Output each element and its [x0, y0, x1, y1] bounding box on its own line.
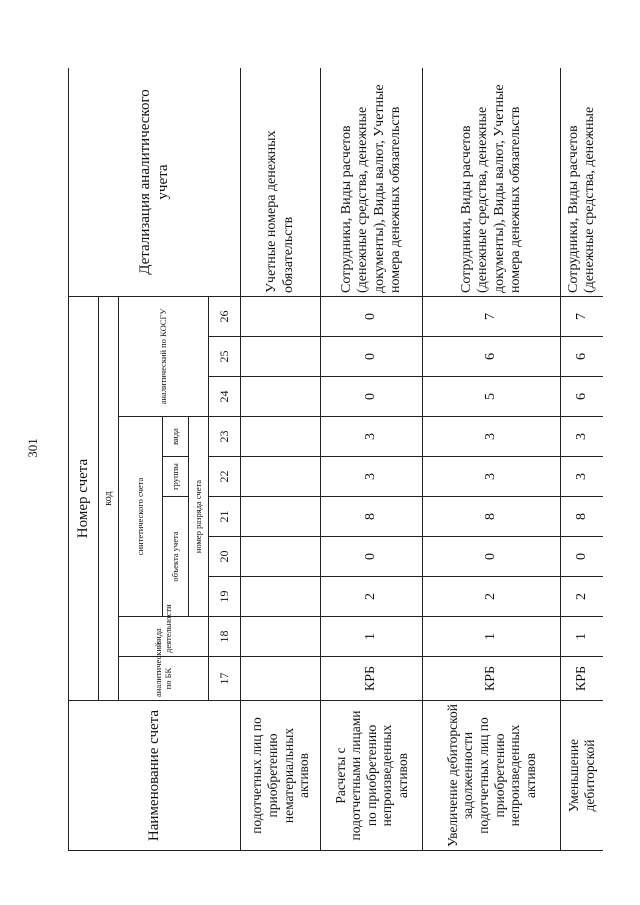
row-cell: 0 [321, 377, 423, 417]
row-cell [241, 457, 321, 497]
row-cell: 0 [321, 297, 423, 337]
row-cell: 3 [321, 457, 423, 497]
row-cell: 3 [423, 417, 561, 457]
row-cell: 8 [561, 497, 604, 537]
row-cell: 2 [561, 577, 604, 617]
row-cell: 0 [321, 337, 423, 377]
row-cell: 1 [423, 617, 561, 657]
digit-22: 22 [209, 457, 241, 497]
row-name: Увеличение дебиторской задолженности подотчетных лиц по приобретению непроизведенных активов [423, 701, 561, 851]
header-code: код [99, 297, 119, 701]
row-detail: Учетные номера денежных обязательств [241, 68, 321, 297]
header-group: группы [163, 457, 189, 497]
row-cell [241, 297, 321, 337]
digit-19: 19 [209, 577, 241, 617]
digit-24: 24 [209, 377, 241, 417]
digit-20: 20 [209, 537, 241, 577]
row-cell [241, 377, 321, 417]
row-cell: 3 [423, 457, 561, 497]
header-account-name: Наименование счета [69, 701, 241, 851]
table-row [561, 68, 604, 851]
digit-23: 23 [209, 417, 241, 457]
digit-26: 26 [209, 297, 241, 337]
row-cell [241, 337, 321, 377]
header-kosgu: аналитический по КОСГУ [119, 297, 209, 417]
table-row [241, 68, 321, 851]
header-activity: вида деятельности [119, 617, 209, 657]
row-name: Расчеты с подотчетными лицами по приобретению непроизведенных активов [321, 701, 423, 851]
row-cell: 2 [423, 577, 561, 617]
row-cell: 0 [561, 537, 604, 577]
digit-25: 25 [209, 337, 241, 377]
row-cell: 1 [561, 617, 604, 657]
row-cell: КРБ [321, 657, 423, 701]
row-cell: 0 [423, 537, 561, 577]
row-cell: 5 [423, 377, 561, 417]
row-cell [241, 657, 321, 701]
row-cell: 1 [321, 617, 423, 657]
header-synthetic: синтетического счета [119, 417, 163, 617]
row-detail: Сотрудники, Виды расчетов (денежные средства, денежные документы), Виды валют, Учетные номера денежных обязательств [423, 68, 561, 297]
row-cell: 6 [561, 377, 604, 417]
row-cell: 7 [423, 297, 561, 337]
row-cell: 3 [561, 417, 604, 457]
header-analytic-detail: Детализация аналитического учета [69, 68, 241, 297]
row-cell [241, 617, 321, 657]
table-row [321, 68, 423, 851]
accounts-table [68, 68, 603, 851]
row-cell: 2 [321, 577, 423, 617]
row-cell: 0 [321, 537, 423, 577]
digit-18: 18 [209, 617, 241, 657]
row-cell: 3 [561, 457, 604, 497]
digit-17: 17 [209, 657, 241, 701]
header-bk: аналитический по БК [119, 657, 209, 701]
row-cell: 8 [423, 497, 561, 537]
row-cell: 6 [423, 337, 561, 377]
header-kind: вида [163, 417, 189, 457]
row-cell: 7 [561, 297, 604, 337]
row-cell [241, 417, 321, 457]
row-name: Уменьшение дебиторской [561, 701, 604, 851]
row-detail: Сотрудники, Виды расчетов (денежные средства, денежные документы), Виды валют, Учетные номера денежных обязательств [321, 68, 423, 297]
page-number: 301 [25, 438, 40, 458]
row-cell: 6 [561, 337, 604, 377]
digit-21: 21 [209, 497, 241, 537]
row-cell [241, 537, 321, 577]
row-cell: 3 [321, 417, 423, 457]
row-detail: Сотрудники, Виды расчетов (денежные средства, денежные [561, 68, 604, 297]
row-cell [241, 497, 321, 537]
row-cell [241, 577, 321, 617]
row-cell: КРБ [423, 657, 561, 701]
row-cell: 8 [321, 497, 423, 537]
header-account-number: Номер счета [69, 297, 99, 701]
row-cell: КРБ [561, 657, 604, 701]
table-row [423, 68, 561, 851]
table-sheet [68, 68, 603, 851]
row-name: подотчетных лиц по приобретению нематериальных активов [241, 701, 321, 851]
header-digit-number: номер разряда счета [189, 417, 209, 617]
header-object: объекта учета [163, 497, 189, 617]
